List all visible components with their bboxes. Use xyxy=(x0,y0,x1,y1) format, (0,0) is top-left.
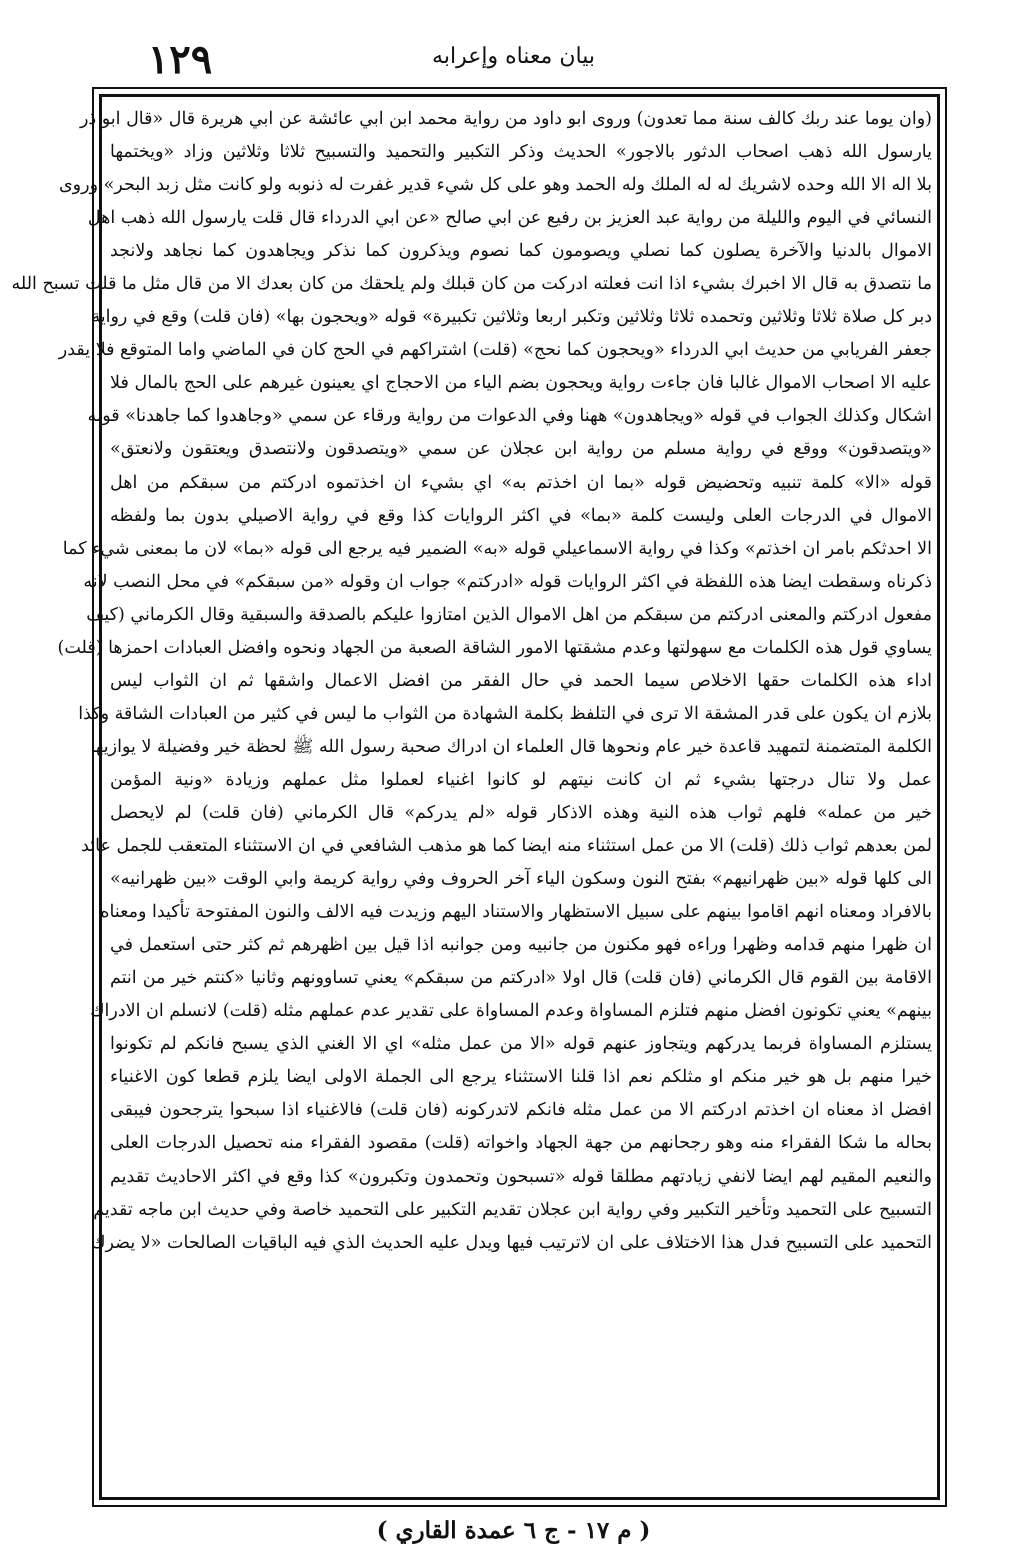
text-line: يارسول الله ذهب اصحاب الدثور بالاجور» الحديث وذكر التكبير والتحميد والتسبيح ثلاثا وثلاثين وزاد «ويختمها xyxy=(110,142,932,163)
text-line xyxy=(110,1425,932,1458)
main-text-block xyxy=(11,103,932,1493)
text-line: جعفر الفريابي من حديث ابي الدرداء «ويحجون كما نحج» (قلت) اشتراكهم في الحج كان في الماضي واما المتوقع فلا يقدر xyxy=(58,340,932,361)
text-line: عمل ولا تنال درجتها بشيء ثم ان كانت نيتهم لو كانوا اغنياء لعملوا مثل عملهم وزيادة «ونية المؤمن xyxy=(110,769,932,790)
text-line: التسبيح على التحميد وتأخير التكبير وفي رواية ابن عجلان تقديم التكبير على التحميد خاصة وفي حديث ابن ماجه تقديم xyxy=(93,1199,932,1220)
text-line: بلازم ان يكون على قدر المشقة الا ترى في التلفظ بكلمة الشهادة من الثواب ما ليس في كثير من العبادات الشاقة وكذا xyxy=(78,703,932,724)
text-line: دبر كل صلاة ثلاثا وثلاثين وتحمده ثلاثا وثلاثين وتكبر اربعا وثلاثين تكبيرة» قوله «ويحجون بها» (فان قلت) وقع في رواية xyxy=(91,307,932,328)
text-line: مفعول ادركتم والمعنى ادركتم من سبقكم من اهل الاموال الذين امتازوا عليكم بالصدقة والسبقية وقال الكرماني (كيف xyxy=(86,604,932,625)
text-line: الاموال في الدرجات العلى وليست كلمة «بما» في اكثر الروايات كذا وقع في رواية الاصيلي بدون بما ولفظه xyxy=(110,505,932,526)
text-line xyxy=(110,1326,932,1359)
page-number: ١٢٩ xyxy=(147,36,213,83)
text-line: الاقامة بين القوم قال الكرماني (فان قلت) قال اولا «ادركتم من سبقكم» يعني تساوونهم وثانيا «كنتم خير من انتم xyxy=(110,968,932,989)
text-line: الا احدثكم بامر ان اخذتم» وكذا في رواية الاسماعيلي قوله «به» الضمير فيه يرجع الى قوله «بما» لان ما بمعنى شيء كما xyxy=(62,538,932,559)
text-line: الى كلها قوله «بين ظهرانيهم» بفتح النون وسكون الياء آخر الحروف وفي رواية كريمة وابي الوقت «بين ظهرانيه» xyxy=(110,869,932,890)
running-title: بيان معناه وإعرابه xyxy=(432,44,595,69)
text-line: النسائي في اليوم والليلة من رواية عبد العزيز بن رفيع عن ابي صالح «عن ابي الدرداء قال قلت يارسول الله ذهب اهل xyxy=(87,208,932,229)
text-line: الكلمة المتضمنة لتمهيد قاعدة خير عام ونحوها قال العلماء ان ادراك صحبة رسول الله ﷺ لحظة خير وفضيلة لا يوازيها xyxy=(90,736,932,757)
text-line: والنعيم المقيم لهم ايضا لانفي زيادتهم مطلقا قوله «تسبحون وتحمدون وتكبرون» كذا وقع في اكثر الاحاديث تقديم xyxy=(110,1166,932,1187)
text-line xyxy=(110,1293,932,1326)
text-line: لمن بعدهم ثواب ذلك (قلت) الا من عمل استثناء منه ايضا كما هو مذهب الشافعي في ان الاستثناء المتعقب للجمل عائد xyxy=(81,836,932,857)
text-line: يستلزم المساواة فربما يدركهم ويتجاوز عنهم قوله «الا من عمل مثله» اي الا الغني الذي يسبح فانكم لم تكونوا xyxy=(110,1034,932,1055)
text-line: خير من عمله» فلهم ثواب هذه النية وهذه الاذكار قوله «لم يدركم» قال الكرماني (فان قلت) لم لايحصل xyxy=(110,802,932,823)
footer-signature: ( م ١٧ - ج ٦ عمدة القاري ) xyxy=(376,1517,651,1544)
text-line: بلا اله الا الله وحده لاشريك له له الملك وله الحمد وهو على كل شيء قدير غفرت له ذنوبه ولو كانت مثل زبد البحر» وروى xyxy=(58,175,932,196)
text-line: قوله «الا» كلمة تنبيه وتحضيض قوله «بما ان اخذتم به» اي بشيء ان اخذتموه ادركتم من سبقكم من اهل xyxy=(110,472,932,493)
text-line: عليه الا اصحاب الاموال غالبا فان جاءت رواية ويحجون بضم الياء من الاحجاج اي يعينون غيرهم على الحج بالمال فلا xyxy=(110,373,932,394)
text-line: يساوي قول هذه الكلمات مع سهولتها وعدم مشقتها الامور الشاقة الصعبة من الجهاد ونحوه وافضل العبادات احمزها (قلت) xyxy=(57,637,932,658)
text-line: بينهم» يعني تكونون افضل منهم فتلزم المساواة وعدم المساواة على تقدير عدم عملهم مثله (قلت) لانسلم ان الادراك xyxy=(90,1001,932,1022)
text-line: خيرا منهم بل هو خير منكم او مثلكم نعم اذا قلنا الاستثناء يرجع الى الجملة الاولى ايضا يلزم قطعا كون الاغنياء xyxy=(110,1067,932,1088)
text-line: بالافراد ومعناه انهم اقاموا بينهم على سبيل الاستظهار والاستناد اليهم وزيدت فيه الالف والنون المفتوحة تأكيدا ومعناه xyxy=(100,902,932,923)
text-line xyxy=(110,1392,932,1425)
text-line: بحاله ما شكا الفقراء منه وهو رجحانهم من جهة الجهاد واخواته (قلت) مقصود الفقراء منه تحصيل الدرجات العلى xyxy=(110,1133,932,1154)
text-line: (وان يوما عند ربك كالف سنة مما تعدون) وروى ابو داود من رواية محمد ابن ابي عائشة عن ابي هريرة قال «قال ابو ذر xyxy=(79,109,932,129)
text-line: ذكرناه وسقطت ايضا هذه اللفظة في اكثر الروايات قوله «ادركتم» جواب ان وقوله «من سبقكم» في محل النصب لانه xyxy=(83,571,932,592)
text-line xyxy=(110,1260,932,1293)
text-line: اشكال وكذلك الجواب في قوله «ويجاهدون» ههنا وفي الدعوات من رواية ورقاء عن سمي «وجاهدوا كما جاهدنا» قوله xyxy=(87,406,932,427)
text-line: ان ظهرا منهم قدامه وظهرا وراءه فهو مكنون من جانبيه ومن جوانبه اذا قيل بين اظهرهم ثم كثر حتى استعمل في xyxy=(110,935,932,956)
text-line: افضل اذ معناه ان اخذتم ادركتم الا من عمل مثله فانكم لاتدركونه (فان قلت) فالاغنياء اذا سبحوا يترجحون فيبقى xyxy=(110,1100,932,1121)
text-line: ما نتصدق به قال الا اخبرك بشيء اذا انت فعلته ادركت من كان قبلك ولم يلحقك من كان بعدك الا من قال مثل ما قلت تسبح الله xyxy=(11,274,932,295)
text-line: اداء هذه الكلمات حقها الاخلاص سيما الحمد في حال الفقر من افضل الاعمال واشقها ثم ان الثواب ليس xyxy=(110,670,932,691)
text-line: «ويتصدقون» ووقع في رواية مسلم من رواية ابن عجلان عن سمي «ويتصدقون ولانتصدق ويعتقون ولانعتق» xyxy=(110,439,932,460)
text-line: الاموال بالدنيا والآخرة يصلون كما نصلي ويصومون كما نصوم ويذكرون كما نذكر ويجاهدون كما نجاهد ولانجد xyxy=(110,241,932,262)
text-line: التحميد على التسبيح فدل هذا الاختلاف على ان لاترتيب فيها ويدل عليه الحديث الذي فيه الباقيات الصالحات «لا يضرك xyxy=(91,1232,932,1253)
text-line xyxy=(110,1359,932,1392)
